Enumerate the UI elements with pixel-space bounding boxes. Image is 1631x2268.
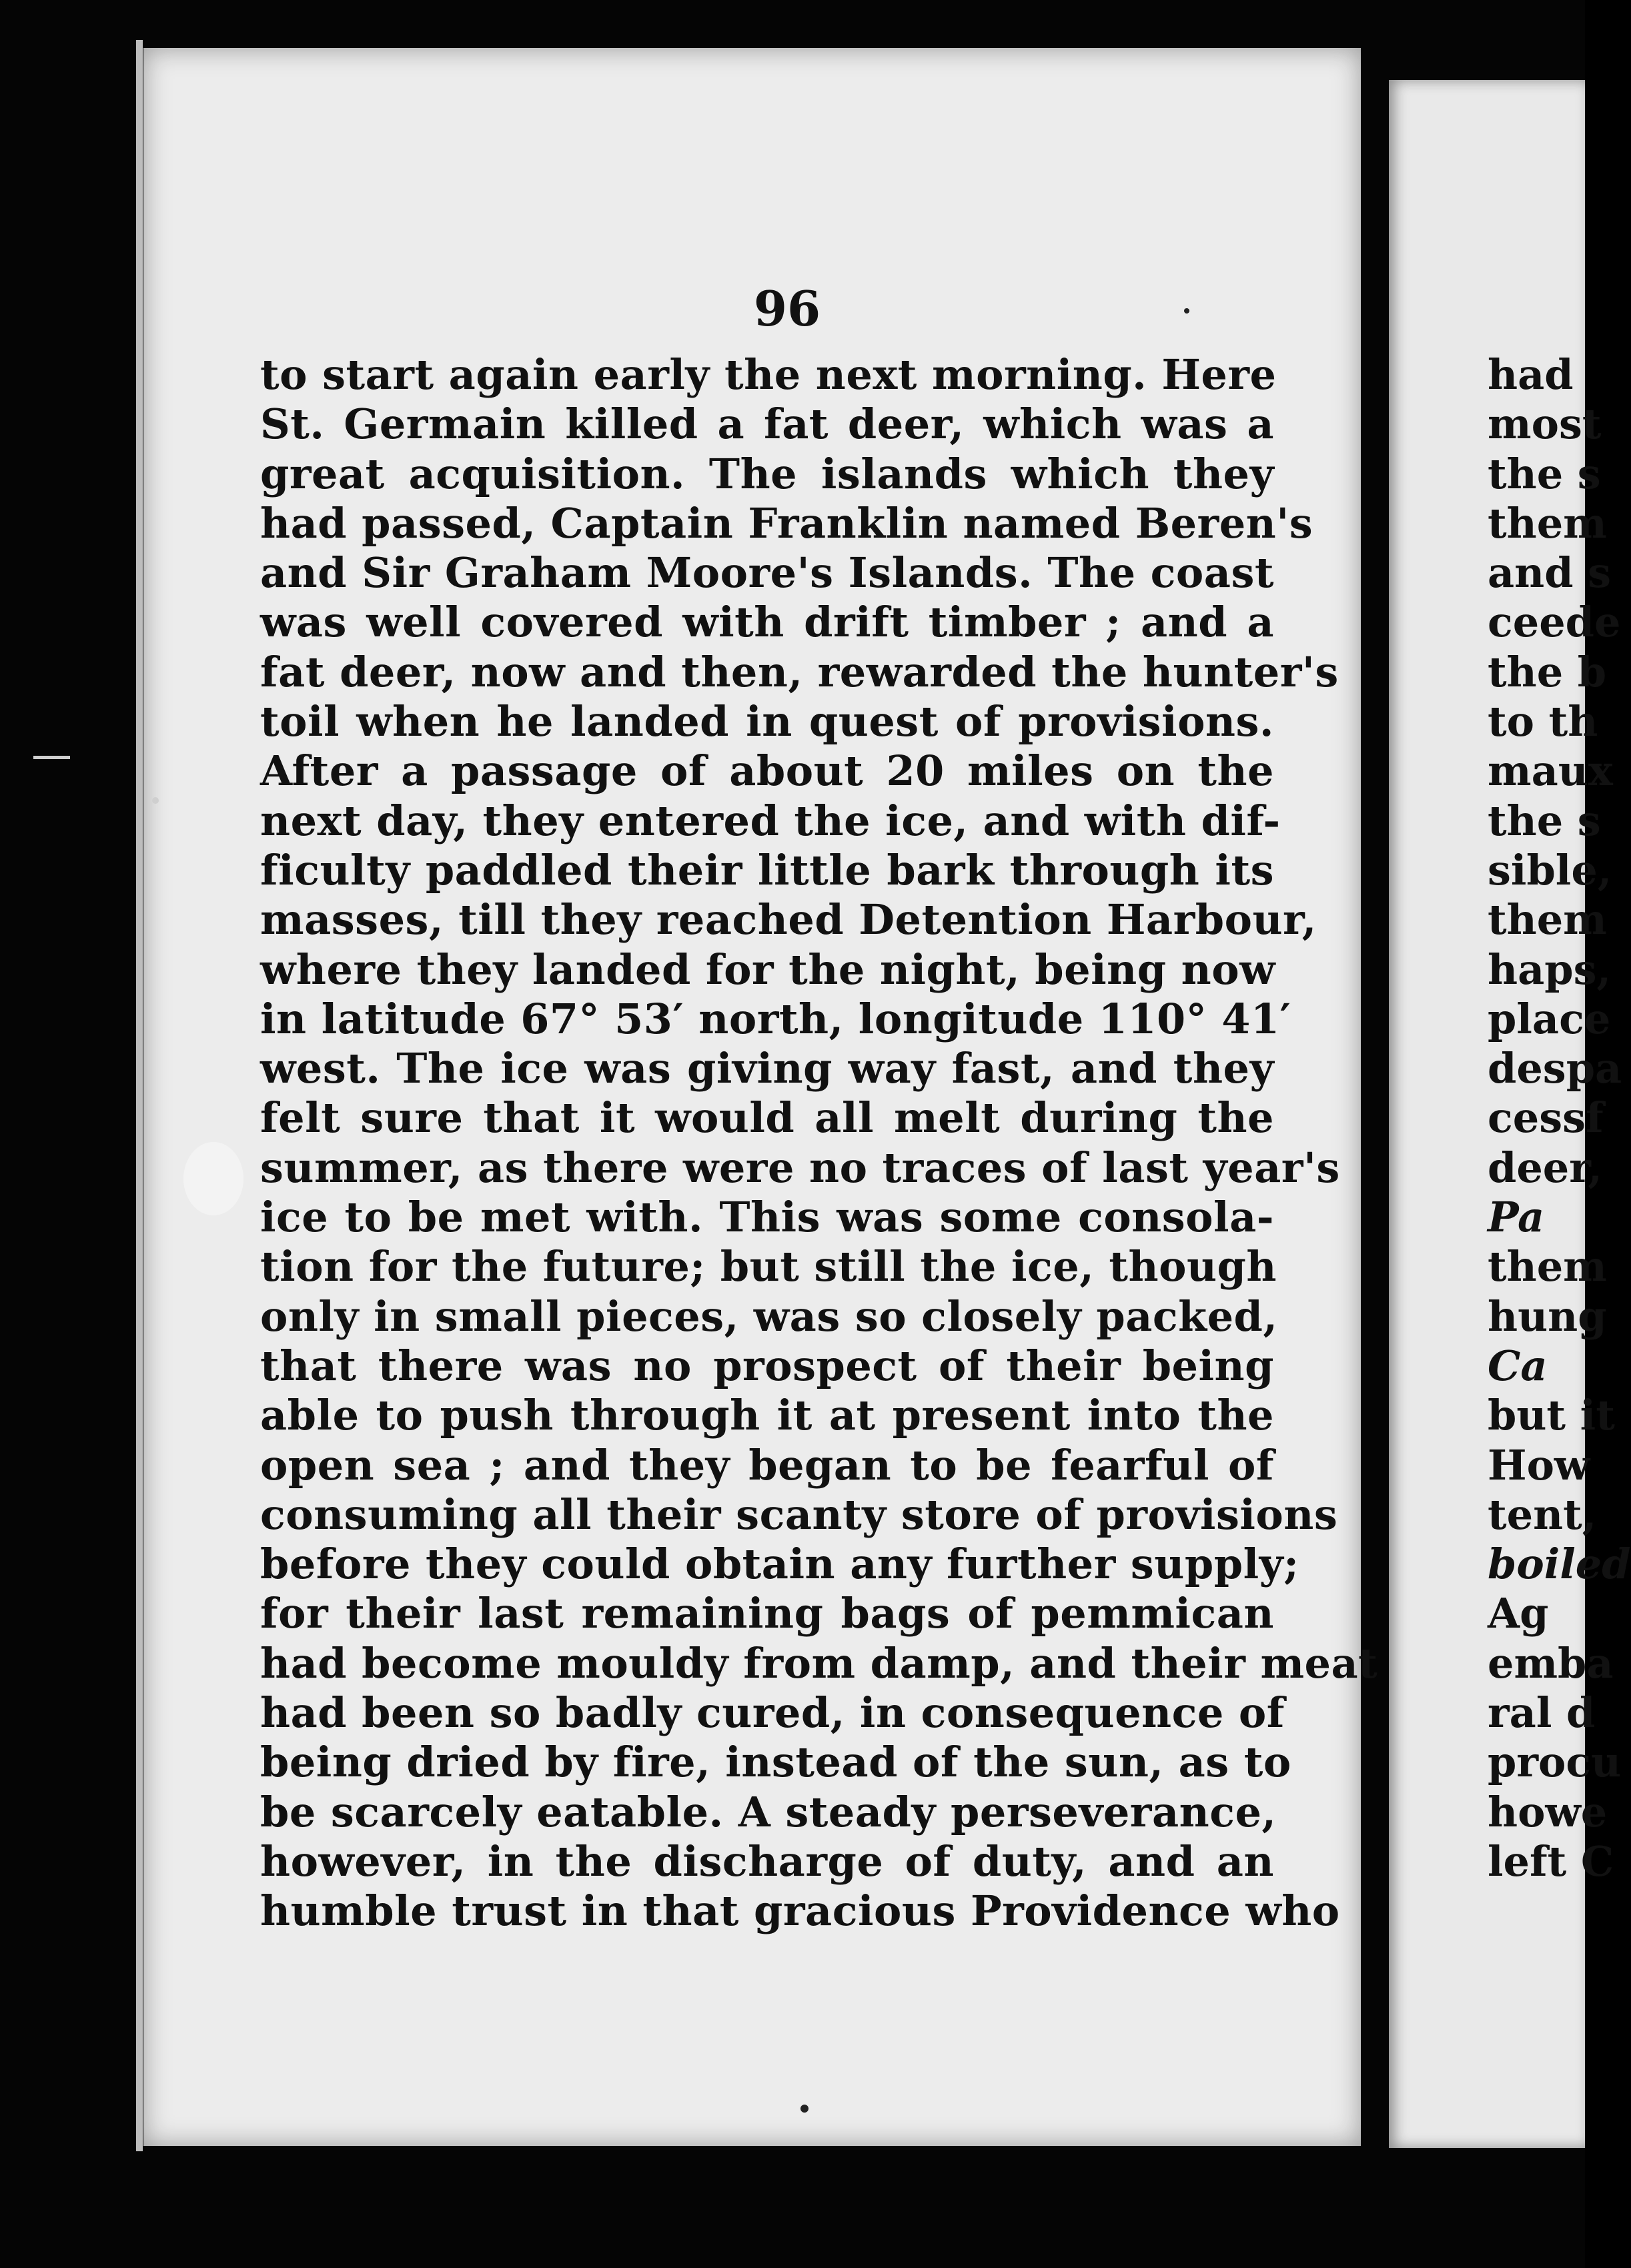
text-line: hung xyxy=(1488,1291,1607,1341)
text-line: but it xyxy=(1488,1391,1615,1440)
right-page-text xyxy=(1488,350,1631,1886)
text-line: maux xyxy=(1488,746,1613,796)
text-line: had xyxy=(1488,350,1574,399)
text-line: toil when he landed in quest of provisions. xyxy=(260,697,1274,746)
page-number: 96 xyxy=(753,280,821,337)
text-line: where they landed for the night, being now xyxy=(260,945,1275,994)
text-line: deer, xyxy=(1488,1143,1602,1192)
text-line: had been so badly cured, in consequence of xyxy=(260,1688,1285,1738)
text-line: most xyxy=(1488,400,1602,449)
text-line: next day, they entered the ice, and with dif- xyxy=(260,796,1281,845)
text-line: Pa xyxy=(1488,1193,1545,1242)
ink-dot xyxy=(800,2105,808,2113)
text-line: ceede xyxy=(1488,598,1621,647)
text-line: the b xyxy=(1488,647,1607,696)
text-line: cessf xyxy=(1488,1093,1604,1143)
ink-dot xyxy=(152,797,159,804)
text-line: only in small pieces, was so closely packed, xyxy=(260,1291,1278,1341)
margin-mark xyxy=(33,756,70,759)
text-line: for their last remaining bags of pemmican xyxy=(260,1589,1274,1638)
text-line: ficulty paddled their little bark through its xyxy=(260,845,1274,895)
text-line: be scarcely eatable. A steady perseverance, xyxy=(260,1787,1277,1836)
text-line: Ag xyxy=(1488,1589,1549,1638)
text-line: open sea ; and they began to be fearful of xyxy=(260,1440,1274,1490)
ink-dot xyxy=(1184,308,1189,314)
text-line: emba xyxy=(1488,1638,1614,1688)
text-line: and Sir Graham Moore's Islands. The coast xyxy=(260,548,1274,598)
text-line: felt sure that it would all melt during the xyxy=(260,1093,1274,1143)
text-line: fat deer, now and then, rewarded the hunter's xyxy=(260,647,1339,696)
text-line: was well covered with drift timber ; and a xyxy=(260,598,1274,647)
text-line: west. The ice was giving way fast, and they xyxy=(260,1044,1274,1093)
page-edge xyxy=(136,40,143,2151)
text-line: able to push through it at present into the xyxy=(260,1391,1274,1440)
text-line: great acquisition. The islands which they xyxy=(260,449,1274,498)
text-line: however, in the discharge of duty, and an xyxy=(260,1836,1274,1886)
text-line: and s xyxy=(1488,548,1612,598)
text-line: summer, as there were no traces of last year's xyxy=(260,1143,1340,1192)
text-line: place xyxy=(1488,994,1611,1043)
text-line: them xyxy=(1488,1242,1607,1291)
text-line: howe xyxy=(1488,1787,1608,1836)
text-line: procu xyxy=(1488,1738,1622,1787)
left-page-text xyxy=(260,350,1378,1936)
text-line: How xyxy=(1488,1440,1590,1490)
text-line: tent, xyxy=(1488,1490,1597,1539)
text-line: sible, xyxy=(1488,845,1612,895)
text-line: boiled xyxy=(1488,1540,1631,1589)
text-line: despa xyxy=(1488,1044,1622,1093)
text-line: haps, xyxy=(1488,945,1612,994)
text-line: to th xyxy=(1488,697,1598,746)
text-line: that there was no prospect of their being xyxy=(260,1341,1274,1390)
text-line: tion for the future; but still the ice, though xyxy=(260,1242,1277,1291)
text-line: consuming all their scanty store of provisions xyxy=(260,1490,1338,1539)
text-line: them xyxy=(1488,895,1607,945)
text-line: left C xyxy=(1488,1836,1614,1886)
text-line: ral d xyxy=(1488,1688,1596,1738)
text-line: to start again early the next morning. Here xyxy=(260,350,1277,399)
text-line: them xyxy=(1488,498,1607,548)
text-line: St. Germain killed a fat deer, which was a xyxy=(260,400,1274,449)
text-line: had passed, Captain Franklin named Beren's xyxy=(260,498,1313,548)
text-line: ice to be met with. This was some consola- xyxy=(260,1193,1274,1242)
text-line: had become mouldy from damp, and their meat xyxy=(260,1638,1378,1688)
text-line: before they could obtain any further supply; xyxy=(260,1540,1299,1589)
text-line: in latitude 67° 53′ north, longitude 110° 41′ xyxy=(260,994,1291,1043)
text-line: the s xyxy=(1488,449,1601,498)
text-line: Ca xyxy=(1488,1341,1548,1390)
text-line: After a passage of about 20 miles on the xyxy=(260,746,1274,796)
text-line: being dried by fire, instead of the sun, as to xyxy=(260,1738,1291,1787)
text-line: the s xyxy=(1488,796,1601,845)
text-line: masses, till they reached Detention Harbour, xyxy=(260,895,1317,945)
text-line: humble trust in that gracious Providence who xyxy=(260,1886,1340,1936)
